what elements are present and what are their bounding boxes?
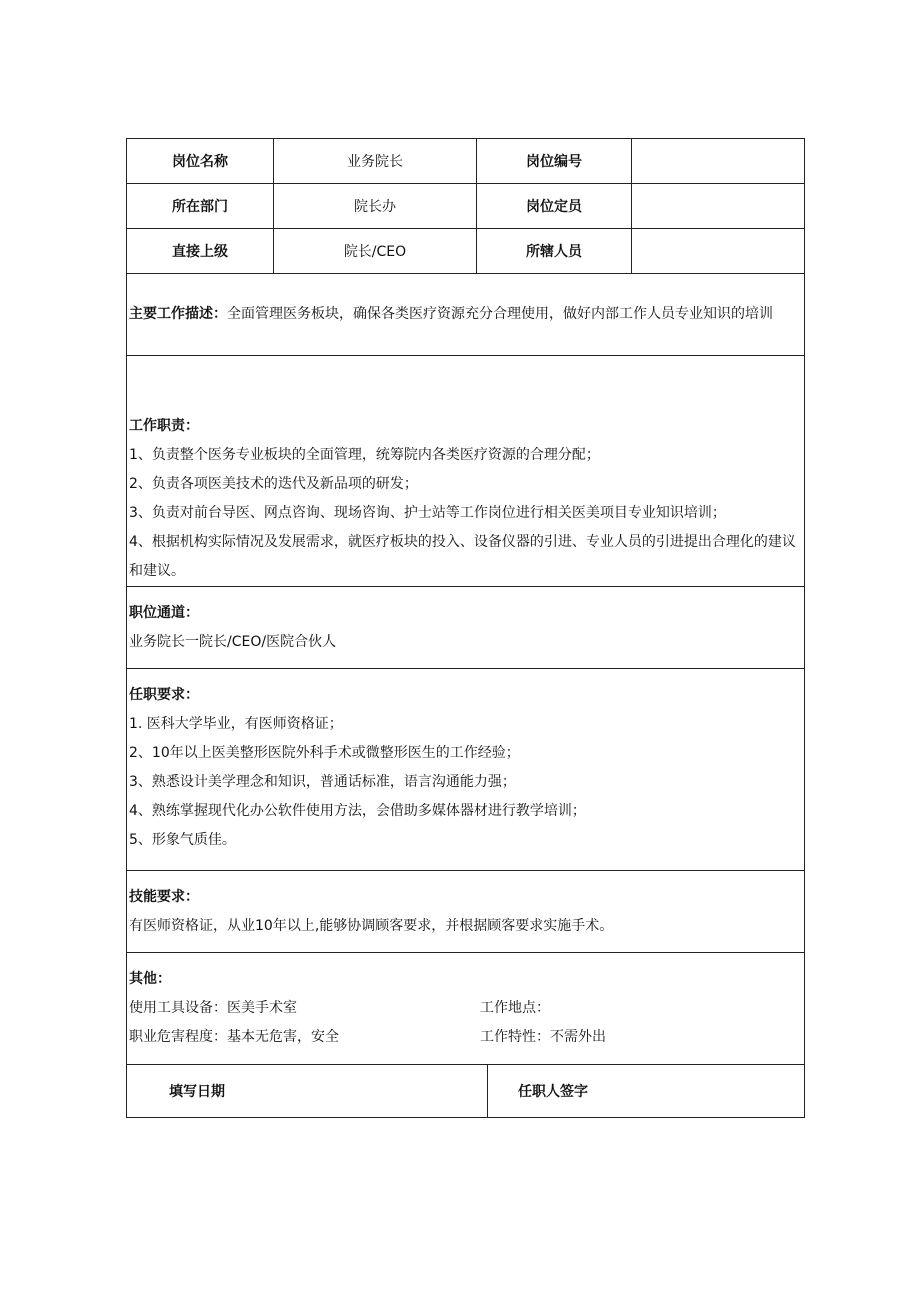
duty-item-2: 2、负责各项医美技术的迭代及新品项的研发； bbox=[129, 476, 418, 492]
duty-item-3: 3、负责对前台导医、网点咨询、现场咨询、护士站等工作岗位进行相关医美项目专业知识培训； bbox=[129, 505, 726, 521]
other-title: 其他： bbox=[129, 971, 171, 987]
career-path-title: 职位通道： bbox=[129, 604, 199, 621]
row-description bbox=[127, 274, 805, 356]
row-requirements bbox=[127, 669, 805, 871]
department-label: 所在部门 bbox=[127, 184, 274, 229]
headcount-label: 岗位定员 bbox=[477, 184, 632, 229]
position-name-label: 岗位名称 bbox=[127, 139, 274, 184]
headcount-value bbox=[632, 184, 805, 229]
duties-section bbox=[127, 356, 805, 587]
position-code-label: 岗位编号 bbox=[477, 139, 632, 184]
career-path-section bbox=[127, 587, 805, 669]
description-section bbox=[127, 274, 805, 356]
description-text: 全面管理医务板块，确保各类医疗资源充分合理使用，做好内部工作人员专业知识的培训 bbox=[227, 306, 773, 322]
row-duties bbox=[127, 356, 805, 587]
row-supervisor bbox=[127, 229, 805, 274]
department-value: 院长办 bbox=[274, 184, 477, 229]
duties-title: 工作职责： bbox=[129, 418, 199, 434]
supervisor-value: 院长/CEO bbox=[274, 229, 477, 274]
requirement-item-2: 2、10年以上医美整形医院外科手术或微整形医生的工作经验； bbox=[129, 745, 520, 761]
description-title: 主要工作描述： bbox=[129, 306, 227, 322]
other-section bbox=[127, 953, 805, 1065]
signature-label: 任职人签字 bbox=[488, 1065, 805, 1118]
form-table bbox=[126, 138, 805, 1118]
subordinates-label: 所辖人员 bbox=[477, 229, 632, 274]
row-career-path bbox=[127, 587, 805, 669]
row-department bbox=[127, 184, 805, 229]
feature-text: 工作特性：不需外出 bbox=[480, 1029, 606, 1045]
skills-title: 技能要求： bbox=[129, 888, 199, 905]
row-position bbox=[127, 139, 805, 184]
equipment-text: 使用工具设备：医美手术室 bbox=[129, 1000, 297, 1016]
position-code-value bbox=[632, 139, 805, 184]
requirement-item-3: 3、熟悉设计美学理念和知识，普通话标准，语言沟通能力强； bbox=[129, 774, 516, 790]
supervisor-label: 直接上级 bbox=[127, 229, 274, 274]
row-skills bbox=[127, 871, 805, 953]
requirements-section bbox=[127, 669, 805, 871]
hazard-text: 职业危害程度：基本无危害，安全 bbox=[129, 1029, 339, 1045]
subordinates-value bbox=[632, 229, 805, 274]
location-text: 工作地点： bbox=[480, 1000, 550, 1016]
requirements-title: 任职要求： bbox=[129, 687, 199, 703]
requirement-item-4: 4、熟练掌握现代化办公软件使用方法，会借助多媒体器材进行教学培训； bbox=[129, 803, 586, 819]
job-description-form bbox=[126, 138, 804, 1118]
skills-section bbox=[127, 871, 805, 953]
requirement-item-5: 5、形象气质佳。 bbox=[129, 832, 236, 848]
duty-item-4: 4、根据机构实际情况及发展需求，就医疗板块的投入、设备仪器的引进、专业人员的引进提出合理化的建议和建议。 bbox=[129, 534, 796, 579]
career-path-text: 业务院长一院长/CEO/医院合伙人 bbox=[129, 633, 337, 650]
row-sign bbox=[127, 1065, 805, 1118]
duty-item-1: 1、负责整个医务专业板块的全面管理，统筹院内各类医疗资源的合理分配； bbox=[129, 447, 600, 463]
row-other bbox=[127, 953, 805, 1065]
requirement-item-1: 1. 医科大学毕业，有医师资格证； bbox=[129, 716, 343, 732]
skills-text: 有医师资格证，从业10年以上,能够协调顾客要求，并根据顾客要求实施手术。 bbox=[129, 917, 614, 934]
position-name-value: 业务院长 bbox=[274, 139, 477, 184]
date-label: 填写日期 bbox=[127, 1065, 488, 1118]
